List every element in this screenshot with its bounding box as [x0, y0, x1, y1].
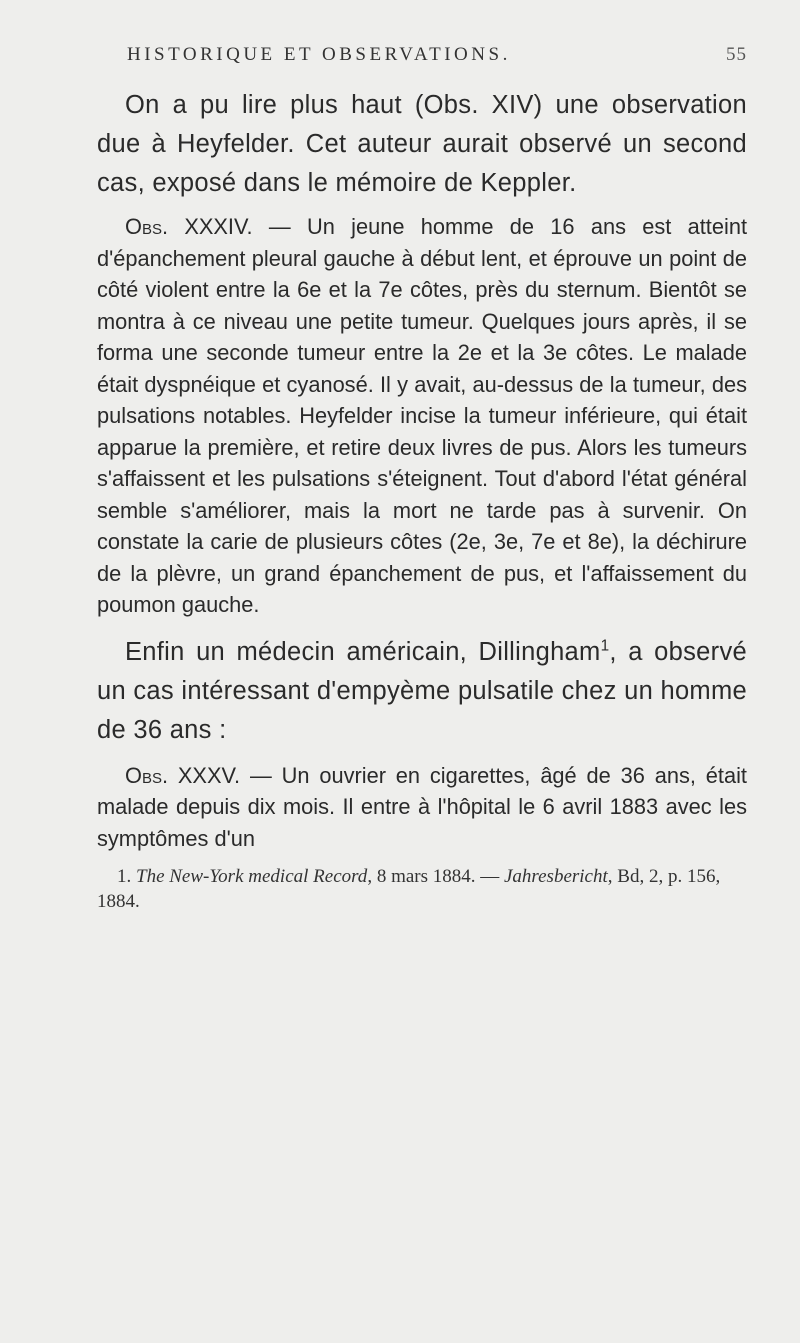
observation-35-text: — Un ouvrier en cigarettes, âgé de 36 ans, était malade depuis dix mois. Il entre à l'hôpital le 6 avril 1883 avec les symptômes d'un — [97, 762, 747, 851]
paragraph-intro: On a pu lire plus haut (Obs. XIV) une observation due à Heyfelder. Cet auteur aurait observé un second cas, exposé dans le mémoire de Keppler. — [97, 91, 747, 197]
footnote-citation-end: , Bd, 2, p. 156, 1884. — [97, 866, 721, 912]
footnote — [97, 864, 747, 914]
observation-34-label: Obs. XXXIV. — [125, 214, 253, 239]
footnote-number: 1. — [117, 866, 132, 887]
paragraph-observation-34 — [97, 211, 747, 621]
running-head-title: HISTORIQUE ET OBSERVATIONS. — [127, 44, 511, 65]
page-number: 55 — [726, 44, 747, 65]
paragraph-observation-35 — [97, 760, 747, 855]
footnote-journal: The New-York medical Record — [136, 866, 368, 887]
footnote-citation: , 8 mars 1884. — — [367, 866, 504, 887]
book-page — [97, 44, 747, 914]
observation-35-label: Obs. XXXV. — [125, 762, 241, 788]
running-head — [97, 44, 747, 66]
footnote-reference: 1 — [600, 637, 610, 654]
dillingham-text-start: Enfin un médecin américain, Dillingham — [125, 637, 601, 666]
observation-34-text: — Un jeune homme de 16 ans est atteint d'épanchement pleural gauche à début lent, et éprouve un point de côté violent entre la 6e et la 7e côtes, près du sternum. Bientôt se montra à ce niveau une petite tumeur. Quelques jours après, il se forma une seconde tumeur entre la 2e et la 3e côtes. Le malade était dyspnéique et cyanosé. Il y avait, au-dessus de la tumeur, des pulsations notables. Heyfelder incise la tumeur inférieure, qui était apparue la première, et retire deux livres de pus. Alors les tumeurs s'affaissent et les pulsations s'éteignent. Tout d'abord l'état général semble s'améliorer, mais la mort ne tarde pas à survenir. On constate la carie de plusieurs côtes (2e, 3e, 7e et 8e), la déchirure de la plèvre, un grand épanchement de pus, et l'affaissement du poumon gauche. — [97, 214, 748, 617]
footnote-journal-2: Jahresbericht — [504, 866, 608, 887]
dillingham-text-end: , a observé un cas intéressant d'empyème pulsatile chez un homme de 36 ans : — [97, 637, 747, 744]
paragraph-dillingham — [97, 633, 747, 750]
